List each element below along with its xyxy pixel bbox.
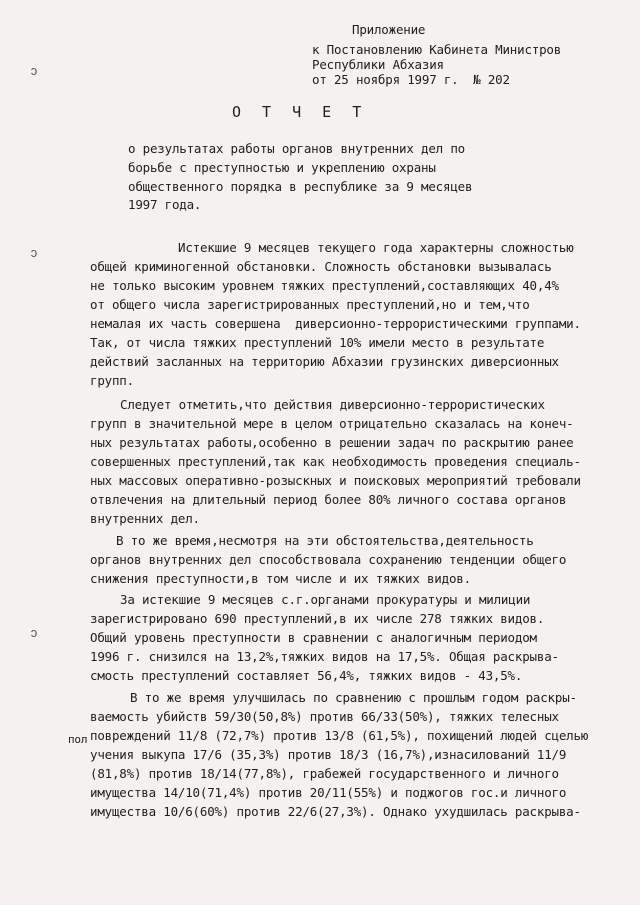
subtitle-line: о результатах работы органов внутренних дел по bbox=[128, 141, 465, 156]
body-line: Следует отметить,что действия диверсионно-террористических bbox=[120, 397, 545, 412]
body-line: Истекшие 9 месяцев текущего года характерны сложностью bbox=[178, 240, 574, 255]
binding-hole-mark: ↄ bbox=[30, 626, 38, 641]
body-line: органов внутренних дел способствовала сохранению тенденции общего bbox=[90, 552, 567, 567]
body-line: имущества 10/6(60%) против 22/6(27,3%). Однако ухудшилась раскрыва- bbox=[90, 804, 581, 819]
document-title: О Т Ч Е Т bbox=[232, 103, 368, 121]
body-line: совершенных преступлений,так как необходимость проведения специаль- bbox=[90, 454, 581, 469]
body-line: групп в значительной мере в целом отрицательно сказалась на конеч- bbox=[90, 416, 574, 431]
body-line: Так, от числа тяжких преступлений 10% имели место в результате bbox=[90, 335, 545, 350]
header-line: Приложение bbox=[352, 22, 426, 37]
body-line: от общего числа зарегистрированных преступлений,но и тем,что bbox=[90, 297, 530, 312]
header-line: Республики Абхазия bbox=[312, 57, 444, 72]
body-line: учения выкупа 17/6 (35,3%) против 18/3 (16,7%),изнасилований 11/9 bbox=[90, 747, 567, 762]
body-line: внутренних дел. bbox=[90, 511, 200, 526]
body-line: смость преступлений составляет 56,4%, тяжких видов - 43,5%. bbox=[90, 668, 523, 683]
body-line: действий засланных на территорию Абхазии грузинских диверсионных bbox=[90, 354, 559, 369]
body-line: 1996 г. снизился на 13,2%,тяжких видов на 17,5%. Общая раскрыва- bbox=[90, 649, 559, 664]
body-line: отвлечения на длительный период более 80% личного состава органов bbox=[90, 492, 567, 507]
body-line: зарегистрировано 690 преступлений,в их числе 278 тяжких видов. bbox=[90, 611, 545, 626]
body-line: ных результатах работы,особенно в решении задач по раскрытию ранее bbox=[90, 435, 574, 450]
header-line: к Постановлению Кабинета Министров bbox=[312, 42, 562, 57]
subtitle-line: общественного порядка в республике за 9 месяцев bbox=[128, 179, 473, 194]
body-line: повреждений 11/8 (72,7%) против 13/8 (61,5%), похищений людей сцелью bbox=[90, 728, 589, 743]
binding-hole-mark: ↄ bbox=[30, 246, 38, 261]
subtitle-line: 1997 года. bbox=[128, 197, 202, 212]
body-line: ных массовых оперативно-розыскных и поисковых мероприятий требовали bbox=[90, 473, 581, 488]
body-line: снижения преступности,в том числе и их тяжких видов. bbox=[90, 571, 471, 586]
body-line: В то же время,несмотря на эти обстоятельства,деятельность bbox=[116, 533, 534, 548]
body-line: В то же время улучшилась по сравнению с прошлым годом раскры- bbox=[130, 690, 577, 705]
header-line: от 25 ноября 1997 г. № 202 bbox=[312, 72, 510, 87]
subtitle-line: борьбе с преступностью и укреплению охраны bbox=[128, 160, 436, 175]
body-line: имущества 14/10(71,4%) против 20/11(55%) и поджогов гос.и личного bbox=[90, 785, 567, 800]
margin-note: пол bbox=[68, 733, 88, 746]
body-line: За истекшие 9 месяцев с.г.органами прокуратуры и милиции bbox=[120, 592, 531, 607]
body-line: (81,8%) против 18/14(77,8%), грабежей государственного и личного bbox=[90, 766, 559, 781]
body-line: ваемость убийств 59/30(50,8%) против 66/33(50%), тяжких телесных bbox=[90, 709, 559, 724]
body-line: групп. bbox=[90, 373, 134, 388]
body-line: немалая их часть совершена диверсионно-террористическими группами. bbox=[90, 316, 581, 331]
binding-hole-mark: ↄ bbox=[30, 64, 38, 79]
body-line: не только высоким уровнем тяжких преступлений,составляющих 40,4% bbox=[90, 278, 559, 293]
body-line: общей криминогенной обстановки. Сложность обстановки вызывалась bbox=[90, 259, 552, 274]
body-line: Общий уровень преступности в сравнении с аналогичным периодом bbox=[90, 630, 537, 645]
